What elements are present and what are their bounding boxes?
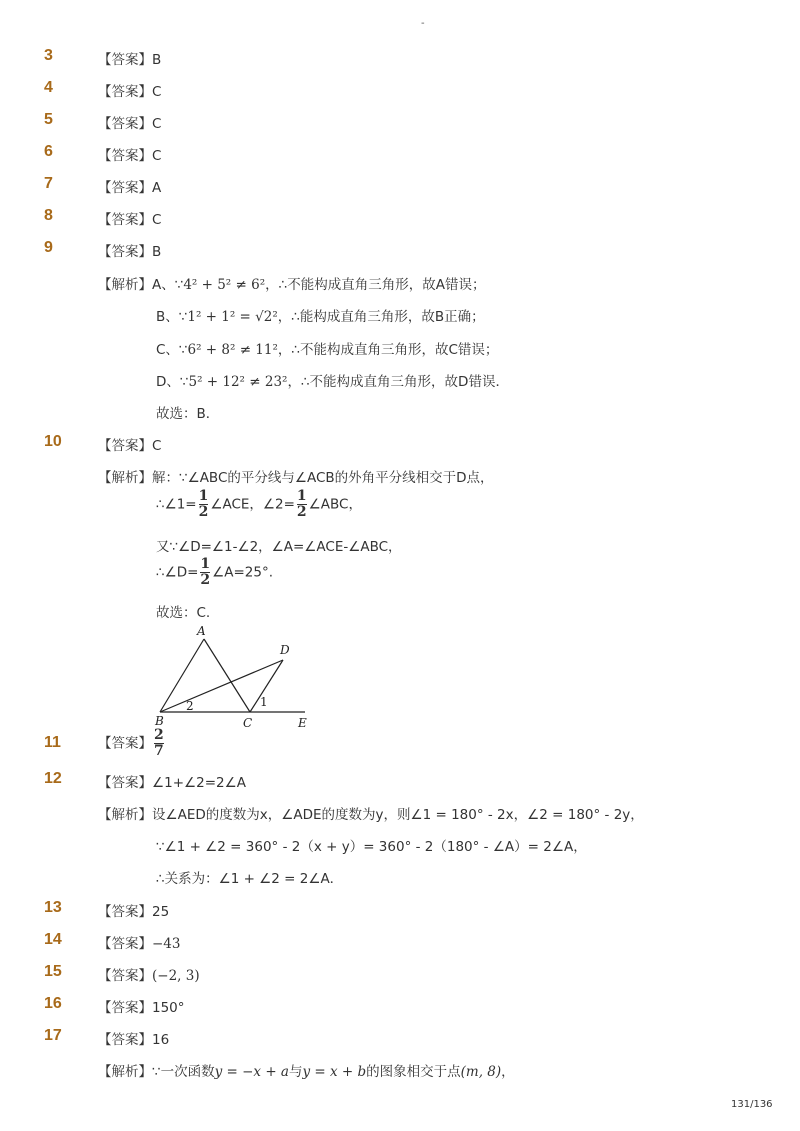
page-number: 131/136 <box>731 1099 773 1110</box>
answer-line: 【答案】150° <box>98 1000 185 1016</box>
question-number: 3 <box>44 47 53 64</box>
label-b: B <box>155 714 164 728</box>
analysis-line: 【解析】A、∵4² + 5² ≠ 6²，∴不能构成直角三角形，故A错误； <box>98 277 486 293</box>
answer-line: 【答案】A <box>98 180 162 196</box>
question-number: 16 <box>44 995 62 1012</box>
question-number: 10 <box>44 433 62 450</box>
label-d: D <box>280 643 290 657</box>
answer-line: 【答案】−43 <box>98 936 181 952</box>
question-number: 4 <box>44 79 53 96</box>
question-number: 9 <box>44 239 53 256</box>
answer-line: 【答案】B <box>98 244 162 260</box>
answer-line: 【答案】(−2, 3) <box>98 968 200 984</box>
question-number: 6 <box>44 143 53 160</box>
answer-line: 【答案】C <box>98 148 162 164</box>
header-mark: - <box>421 18 425 29</box>
analysis-line: B、∵1² + 1² = √2²，∴能构成直角三角形，故B正确； <box>156 309 485 325</box>
analysis-line: ∴关系为：∠1 + ∠2 = 2∠A． <box>156 871 344 887</box>
answer-line: 【答案】 $\frac{2}{7}$ <box>98 727 164 759</box>
label-a: A <box>197 624 206 638</box>
question-number: 13 <box>44 899 62 916</box>
label-e: E <box>298 716 307 730</box>
analysis-line: 【解析】设∠AED的度数为x，∠ADE的度数为y，则∠1 = 180° - 2x，∠2 = 180° - 2y， <box>98 807 644 823</box>
analysis-line: ∴∠1= $\frac{1}{2}$ ∠ACE，∠2= $\frac{1}{2}$ ∠ABC， <box>156 488 362 520</box>
question-number: 15 <box>44 963 62 980</box>
analysis-line: D、∵5² + 12² ≠ 23²，∴不能构成直角三角形，故D错误． <box>156 374 509 390</box>
question-number: 5 <box>44 111 53 128</box>
label-angle-2: 2 <box>186 699 194 713</box>
answer-line: 【答案】C <box>98 116 162 132</box>
answer-line: 【答案】B <box>98 52 162 68</box>
analysis-line: C、∵6² + 8² ≠ 11²，∴不能构成直角三角形，故C错误； <box>156 342 499 358</box>
triangle-figure <box>150 622 320 732</box>
question-number: 17 <box>44 1027 62 1044</box>
answer-line: 【答案】∠1+∠2=2∠A <box>98 775 246 791</box>
question-number: 12 <box>44 770 62 787</box>
question-number: 8 <box>44 207 53 224</box>
answer-line: 【答案】25 <box>98 904 170 920</box>
question-number: 14 <box>44 931 62 948</box>
answer-line: 【答案】C <box>98 84 162 100</box>
choose-line: 故选：C. <box>156 605 211 621</box>
answer-line: 【答案】16 <box>98 1032 170 1048</box>
label-c: C <box>243 716 253 730</box>
analysis-line: ∵∠1 + ∠2 = 360° - 2（x + y）= 360° - 2（180° - ∠A）= 2∠A， <box>156 839 587 855</box>
fraction: $\frac{1}{2}$ <box>198 488 209 520</box>
answer-line: 【答案】C <box>98 212 162 228</box>
question-number: 7 <box>44 175 53 192</box>
analysis-line: 【解析】解：∵∠ABC的平分线与∠ACB的外角平分线相交于D点， <box>98 470 494 486</box>
fraction: $\frac{1}{2}$ <box>200 556 211 588</box>
analysis-line: ∴∠D= $\frac{1}{2}$ ∠A=25°. <box>156 556 274 588</box>
side-ab <box>160 639 204 712</box>
fraction: $\frac{2}{7}$ <box>154 727 164 759</box>
label-angle-1: 1 <box>260 695 268 709</box>
choose-line: 故选：B． <box>156 406 220 422</box>
fraction: $\frac{1}{2}$ <box>296 488 307 520</box>
question-number: 11 <box>44 734 61 751</box>
side-ac <box>204 639 250 712</box>
analysis-line: 【解析】∵一次函数y = −x + a与y = x + b的图象相交于点(m, 8)， <box>98 1064 515 1080</box>
answer-line: 【答案】C <box>98 438 162 454</box>
analysis-line: 又∵∠D=∠1-∠2，∠A=∠ACE-∠ABC， <box>156 539 402 555</box>
